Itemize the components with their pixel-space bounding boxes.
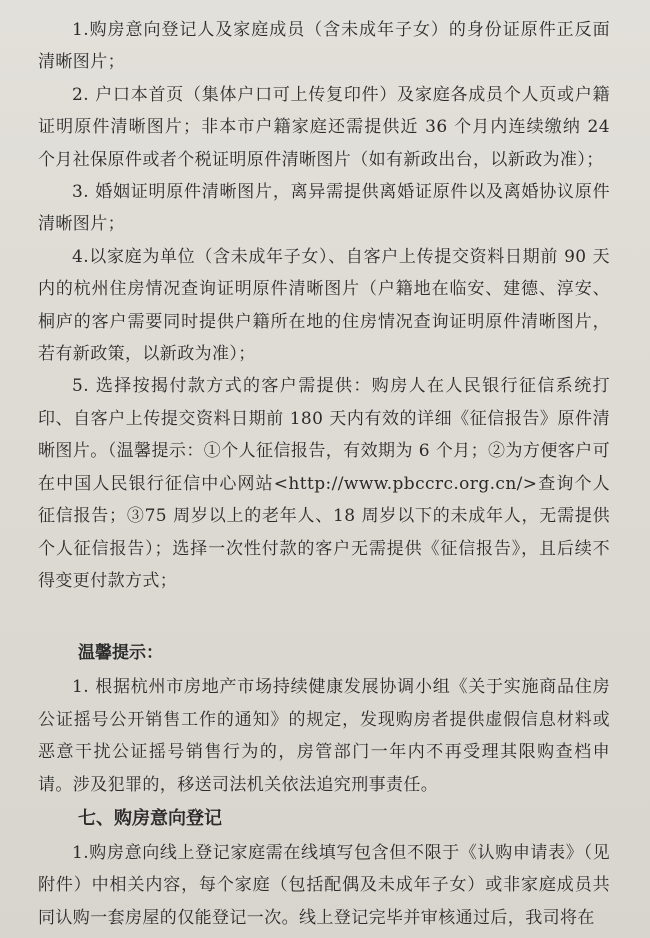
blank-gap — [38, 597, 610, 637]
list-item: 2. 户口本首页（集体户口可上传复印件）及家庭各成员个人页或户籍证明原件清晰图片；非本市户籍家庭还需提供近 36 个月内连续缴纳 24 个月社保原件或者个税证明原件清晰图片（如有新政出台，以新政为准）； — [38, 84, 610, 170]
section-paragraph: 1.购房意向线上登记家庭需在线填写包含但不限于《认购申请表》（见附件）中相关内容，每个家庭（包括配偶及未成年子女）或非家庭成员共同认购一套房屋的仅能登记一次。线上登记完毕并审核通过后，我司将在 — [38, 842, 610, 928]
list-item: 5. 选择按揭付款方式的客户需提供：购房人在人民银行征信系统打印、自客户上传提交资料日期前 180 天内有效的详细《征信报告》原件清晰图片。（温馨提示：①个人征信报告，有效期为 6 个月；②为方便客户可在中国人民银行征信中心网站<http://www.pbccrc.org.cn/>查询个人征信报告；③75 周岁以上的老年人、18 周岁以下的未成年人，无需提供个人征信报告）；选择一次性付款的客户无需提供《征信报告》，且后续不得变更付款方式； — [38, 376, 610, 591]
section-heading: 七、购房意向登记 — [78, 807, 222, 829]
tip-paragraph: 1. 根据杭州市房地产市场持续健康发展协调小组《关于实施商品住房公证摇号公开销售工作的通知》的规定，发现购房者提供虚假信息材料或恶意干扰公证摇号销售行为的，房管部门一年内不再受理其限购查档申请。涉及犯罪的，移送司法机关依法追究刑事责任。 — [38, 677, 610, 795]
list-item: 4.以家庭为单位（含未成年子女）、自客户上传提交资料日期前 90 天内的杭州住房情况查询证明原件清晰图片（户籍地在临安、建德、淳安、桐庐的客户需要同时提供户籍所在地的住房情况查询证明原件清晰图片，若有新政策，以新政为准）； — [38, 246, 610, 365]
list-item: 1.购房意向登记人及家庭成员（含未成年子女）的身份证原件正反面清晰图片； — [38, 20, 610, 73]
list-item: 3. 婚姻证明原件清晰图片，离异需提供离婚证原件以及离婚协议原件清晰图片； — [38, 182, 610, 235]
tip-heading: 温馨提示： — [78, 643, 163, 664]
